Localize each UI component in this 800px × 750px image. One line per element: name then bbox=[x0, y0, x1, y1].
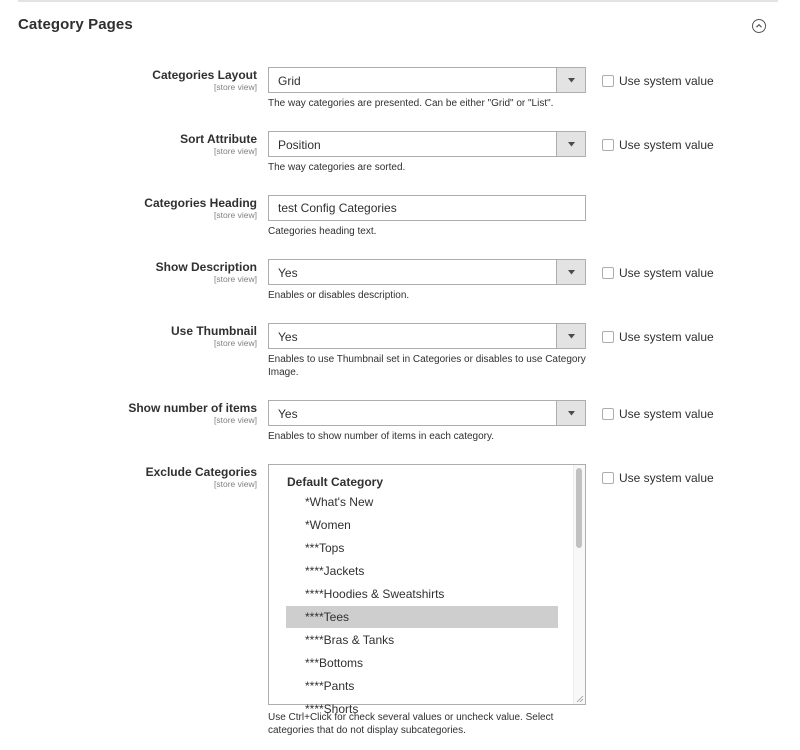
multiselect-option[interactable] bbox=[286, 606, 558, 628]
field-label: Categories Layout bbox=[152, 68, 257, 82]
multiselect-option[interactable] bbox=[286, 514, 558, 536]
option-label: ****Pants bbox=[305, 679, 355, 693]
checkbox-label: Use system value bbox=[619, 471, 714, 485]
caret-down-icon bbox=[568, 142, 575, 147]
field-label: Use Thumbnail bbox=[170, 324, 257, 338]
select-value: Position bbox=[278, 138, 321, 152]
checkbox[interactable] bbox=[602, 139, 614, 151]
option-label: ****Hoodies & Sweatshirts bbox=[305, 587, 445, 601]
checkbox[interactable] bbox=[602, 472, 614, 484]
option-label: ***Bottoms bbox=[305, 656, 364, 670]
option-label: ***Tops bbox=[305, 541, 345, 555]
use-system-value-checkbox[interactable] bbox=[602, 330, 714, 344]
checkbox-label: Use system value bbox=[619, 330, 714, 344]
field-note: Enables to use Thumbnail set in Categories or disables to use Category Image. bbox=[268, 354, 586, 378]
dropdown-arrow[interactable] bbox=[556, 132, 585, 156]
categories-heading-input[interactable] bbox=[268, 195, 586, 221]
checkbox-label: Use system value bbox=[619, 74, 714, 88]
multiselect-option[interactable] bbox=[286, 652, 558, 674]
field-scope: [store view] bbox=[214, 274, 257, 284]
scrollbar-thumb[interactable] bbox=[576, 468, 582, 548]
checkbox-label: Use system value bbox=[619, 266, 714, 280]
multiselect-option[interactable] bbox=[286, 560, 558, 582]
field-label: Show Description bbox=[155, 260, 257, 274]
caret-down-icon bbox=[568, 78, 575, 83]
select-value: Yes bbox=[278, 330, 298, 344]
use-thumbnail-select[interactable] bbox=[268, 323, 586, 349]
field-label: Sort Attribute bbox=[180, 132, 257, 146]
checkbox-label: Use system value bbox=[619, 407, 714, 421]
field-scope: [store view] bbox=[214, 479, 257, 489]
use-system-value-checkbox[interactable] bbox=[602, 74, 714, 88]
scrollbar[interactable] bbox=[573, 465, 585, 704]
multiselect-option[interactable] bbox=[286, 491, 558, 513]
field-note: The way categories are presented. Can be either "Grid" or "List". bbox=[268, 98, 554, 109]
collapse-section-button[interactable] bbox=[752, 19, 766, 33]
select-value: Yes bbox=[278, 266, 298, 280]
multiselect-option[interactable] bbox=[286, 675, 558, 697]
field-note: Use Ctrl+Click for check several values or uncheck value. Select categories that do not display subcategories. bbox=[268, 712, 554, 736]
field-scope: [store view] bbox=[214, 338, 257, 348]
multiselect-option[interactable] bbox=[286, 629, 558, 651]
option-label: ****Bras & Tanks bbox=[305, 633, 395, 647]
resize-handle-icon[interactable] bbox=[575, 694, 584, 703]
field-note: Categories heading text. bbox=[268, 226, 377, 237]
use-system-value-checkbox[interactable] bbox=[602, 471, 714, 485]
categories-layout-select[interactable] bbox=[268, 67, 586, 93]
chevron-up-circle-icon bbox=[755, 22, 763, 30]
caret-down-icon bbox=[568, 334, 575, 339]
checkbox-label: Use system value bbox=[619, 138, 714, 152]
field-label: Exclude Categories bbox=[145, 465, 257, 479]
sort-attribute-select[interactable] bbox=[268, 131, 586, 157]
exclude-categories-multiselect[interactable] bbox=[268, 464, 586, 716]
select-value: Yes bbox=[278, 407, 298, 421]
dropdown-arrow[interactable] bbox=[556, 401, 585, 425]
caret-down-icon bbox=[568, 270, 575, 275]
option-label: ****Tees bbox=[305, 610, 350, 624]
field-scope: [store view] bbox=[214, 146, 257, 156]
use-system-value-checkbox[interactable] bbox=[602, 266, 714, 280]
use-system-value-checkbox[interactable] bbox=[602, 407, 714, 421]
field-note: Enables or disables description. bbox=[268, 290, 410, 301]
option-label: *Women bbox=[305, 518, 351, 532]
field-scope: [store view] bbox=[214, 210, 257, 220]
section-title: Category Pages bbox=[18, 16, 133, 33]
field-note: The way categories are sorted. bbox=[268, 162, 406, 173]
show-number-of-items-select[interactable] bbox=[268, 400, 586, 426]
multiselect-option[interactable] bbox=[286, 583, 558, 605]
checkbox[interactable] bbox=[602, 75, 614, 87]
field-scope: [store view] bbox=[214, 415, 257, 425]
dropdown-arrow[interactable] bbox=[556, 324, 585, 348]
option-group-label: Default Category bbox=[287, 475, 384, 489]
checkbox[interactable] bbox=[602, 331, 614, 343]
field-label: Show number of items bbox=[128, 401, 257, 415]
field-scope: [store view] bbox=[214, 82, 257, 92]
field-note: Enables to show number of items in each category. bbox=[268, 431, 495, 442]
multiselect-option[interactable] bbox=[286, 537, 558, 559]
dropdown-arrow[interactable] bbox=[556, 68, 585, 92]
field-label: Categories Heading bbox=[144, 196, 257, 210]
section-divider bbox=[18, 0, 778, 2]
dropdown-arrow[interactable] bbox=[556, 260, 585, 284]
option-label: ****Shorts bbox=[305, 702, 359, 716]
checkbox[interactable] bbox=[602, 267, 614, 279]
checkbox[interactable] bbox=[602, 408, 614, 420]
option-label: *What's New bbox=[305, 495, 374, 509]
show-description-select[interactable] bbox=[268, 259, 586, 285]
option-label: ****Jackets bbox=[305, 564, 365, 578]
select-value: Grid bbox=[278, 74, 301, 88]
caret-down-icon bbox=[568, 411, 575, 416]
use-system-value-checkbox[interactable] bbox=[602, 138, 714, 152]
